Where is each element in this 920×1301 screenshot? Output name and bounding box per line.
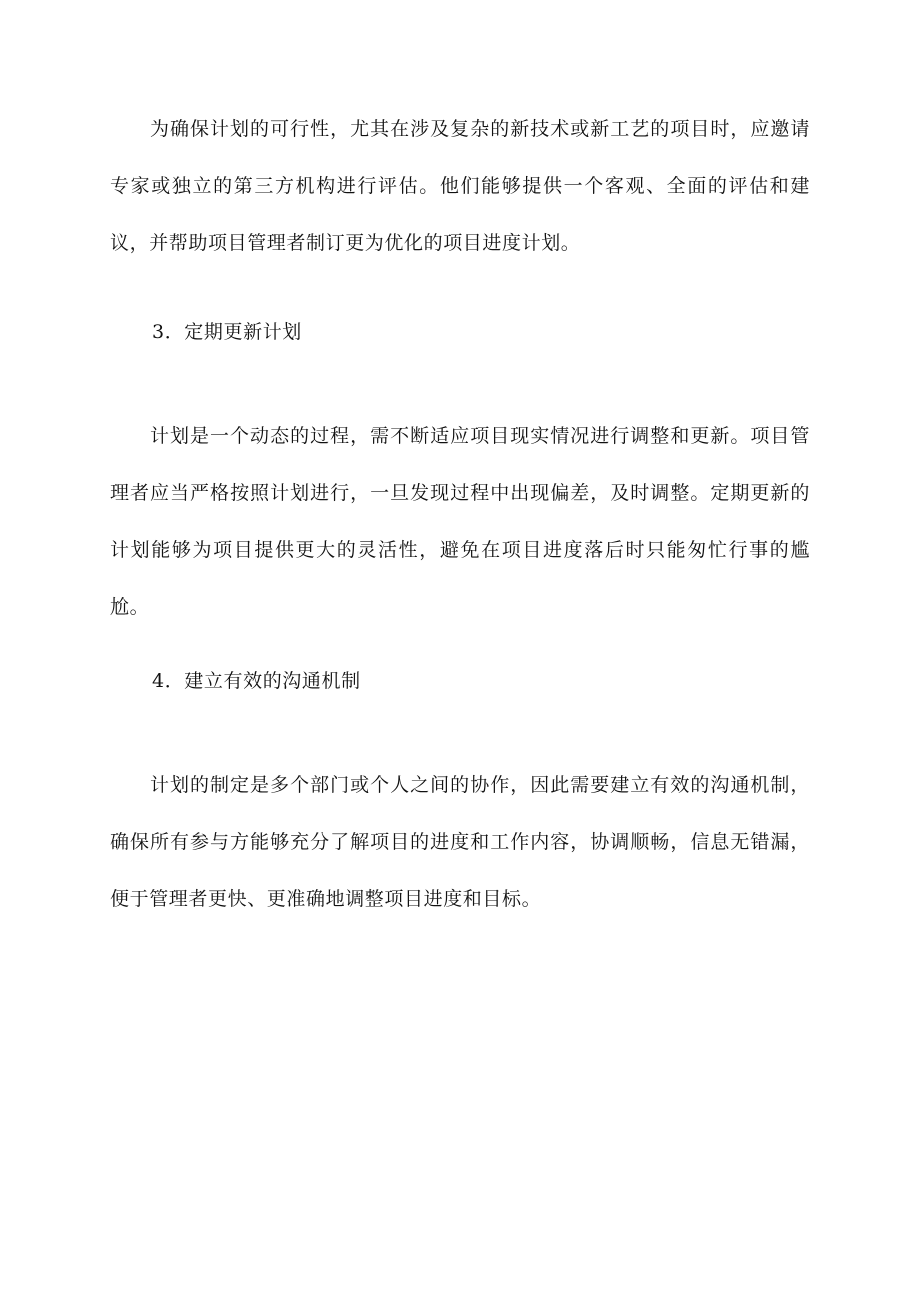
section-heading-communication: 4．建立有效的沟通机制 (152, 670, 361, 692)
paragraph-expert-evaluation: 为确保计划的可行性，尤其在涉及复杂的新技术或新工艺的项目时，应邀请专家或独立的第三方机构进行评估。他们能够提供一个客观、全面的评估和建议，并帮助项目管理者制订更为优化的项目进度计划。 (110, 118, 810, 254)
section-heading-update-plan: 3．定期更新计划 (152, 321, 302, 343)
paragraph-communication: 计划的制定是多个部门或个人之间的协作，因此需要建立有效的沟通机制，确保所有参与方能够充分了解项目的进度和工作内容，协调顺畅，信息无错漏，便于管理者更快、更准确地调整项目进度和目标。 (110, 774, 810, 910)
paragraph-update-plan: 计划是一个动态的过程，需不断适应项目现实情况进行调整和更新。项目管理者应当严格按照计划进行，一旦发现过程中出现偏差，及时调整。定期更新的计划能够为项目提供更大的灵活性，避免在项目进度落后时只能匆忙行事的尴尬。 (110, 425, 810, 618)
